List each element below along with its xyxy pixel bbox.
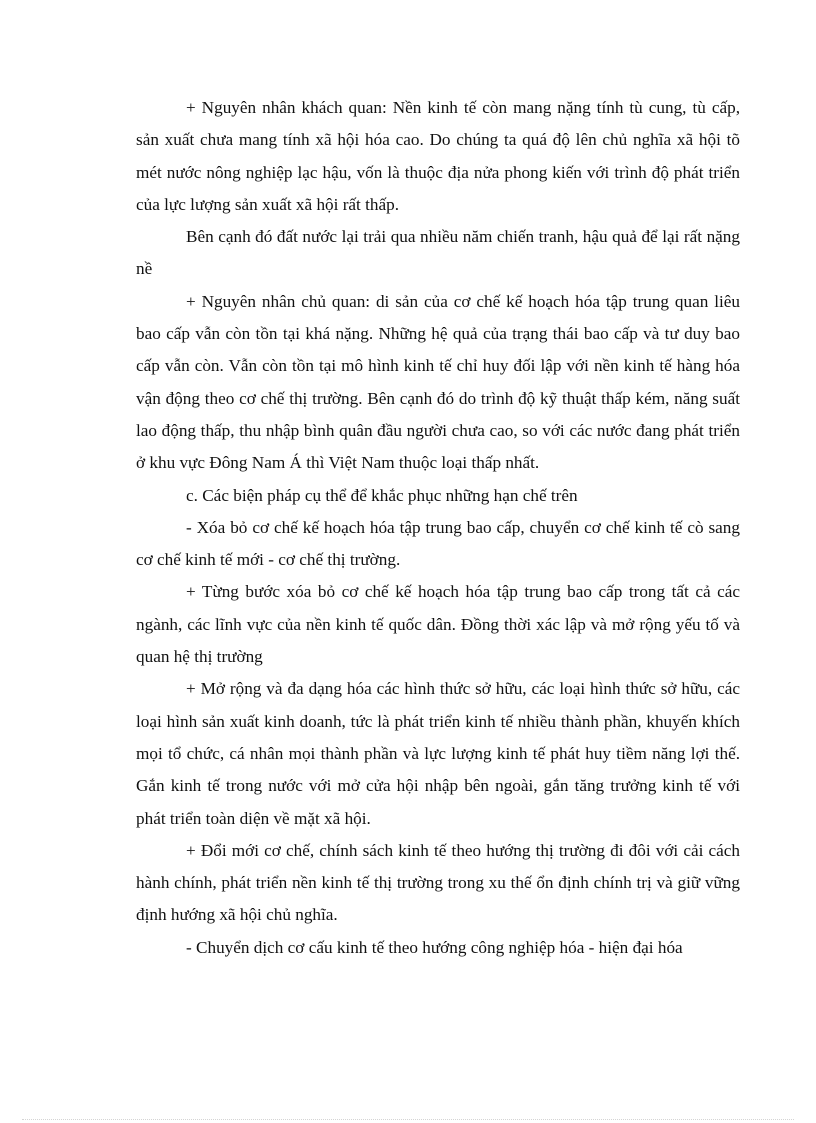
paragraph-objective-causes: + Nguyên nhân khách quan: Nền kinh tế còn mang nặng tính tù cung, tù cấp, sản xuất chưa mang tính xã hội hóa cao. Do chúng ta quá độ lên chủ nghĩa xã hội tõ mét nước nông nghiệp lạc hậu, vốn là thuộc địa nửa phong kiến với trình độ phát triển của lực lượng sản xuất xã hội rất thấp. [136, 98, 740, 214]
paragraph-war-consequences: Bên cạnh đó đất nước lại trải qua nhiều năm chiến tranh, hậu quả để lại rất nặng nề [136, 227, 740, 279]
paragraph-abolish-subsidy: - Xóa bỏ cơ chế kế hoạch hóa tập trung bao cấp, chuyển cơ chế kinh tế cò sang cơ chế kinh tế mới - cơ chế thị trường. [136, 517, 740, 570]
page-bottom-divider [22, 1119, 794, 1120]
paragraph-policy-reform: + Đổi mới cơ chế, chính sách kinh tế theo hướng thị trường đi đôi với cải cách hành chính, phát triển nền kinh tế thị trường trong xu thế ổn định chính trị và giữ vững định hướng xã hội chủ nghĩa. [136, 840, 740, 925]
section-heading-measures: c. Các biện pháp cụ thể để khắc phục những hạn chế trên [186, 485, 578, 505]
body-text [136, 92, 740, 964]
paragraph-structural-shift: - Chuyển dịch cơ cấu kinh tế theo hướng công nghiệp hóa - hiện đại hóa [186, 937, 683, 957]
paragraph-gradual-abolition: + Từng bước xóa bỏ cơ chế kế hoạch hóa tập trung bao cấp trong tất cả các ngành, các lĩnh vực của nền kinh tế quốc dân. Đồng thời xác lập và mở rộng yếu tố và quan hệ thị trường [136, 582, 740, 667]
paragraph-subjective-causes: + Nguyên nhân chủ quan: di sản của cơ chế kế hoạch hóa tập trung quan liêu bao cấp vẫn còn tồn tại khá nặng. Những hệ quả của trạng thái bao cấp và tư duy bao cấp vẫn còn. Vẫn còn tồn tại mô hình kinh tế chỉ huy đối lập với nền kinh tế hàng hóa vận động theo cơ chế thị trường. Bên cạnh đó do trình độ kỹ thuật thấp kém, năng suất lao động thấp, thu nhập bình quân đầu người chưa cao, so với các nước đang phát triển ở khu vực Đông Nam Á thì Việt Nam thuộc loại thấp nhất. [136, 291, 740, 473]
paragraph-diversify-ownership: + Mở rộng và đa dạng hóa các hình thức sở hữu, các loại hình thức sở hữu, các loại hình sản xuất kinh doanh, tức là phát triển kinh tế nhiều thành phần, khuyến khích mọi tổ chức, cá nhân mọi thành phần và lực lượng kinh tế phát huy tiềm năng lợi thế. Gắn kinh tế trong nước với mở cửa hội nhập bên ngoài, gắn tăng trưởng kinh tế với phát triển toàn diện về mặt xã hội. [136, 679, 740, 828]
